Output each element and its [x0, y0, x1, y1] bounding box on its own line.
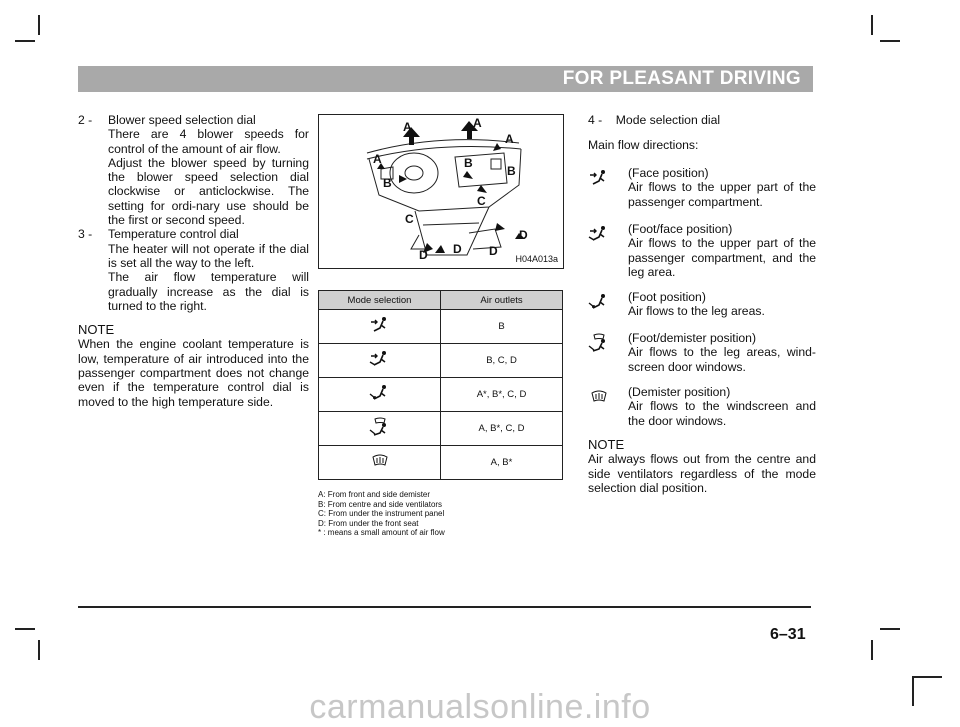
figure-label: D: [519, 228, 528, 242]
mode-title: (Foot position): [628, 290, 706, 304]
list-item-temperature: [78, 227, 309, 313]
table-header-row: [319, 291, 563, 310]
table-legend: [318, 490, 445, 538]
mode-text: Air flows to the leg areas.: [628, 304, 765, 319]
note-text: Air always flows out from the centre and side ventilators regardless of the mode selection dial position.: [588, 452, 816, 495]
table-row: [319, 412, 563, 446]
table-row: [319, 344, 563, 378]
right-heading: 4 - Mode selection dial: [588, 113, 721, 127]
mode-description: [628, 222, 816, 279]
figure-label: D: [419, 248, 428, 262]
figure-label: C: [405, 212, 414, 226]
figure-label: A: [473, 116, 482, 130]
figure-label: A: [373, 152, 382, 166]
face-vent-icon: [588, 168, 610, 188]
crop-mark: [912, 676, 942, 678]
figure-label: B: [507, 164, 516, 178]
table-row: [319, 446, 563, 480]
page-number: 6–31: [770, 626, 806, 643]
outlets-cell: B: [441, 310, 563, 344]
figure-label: B: [464, 156, 473, 170]
figure-label: B: [383, 176, 392, 190]
mode-title: (Face position): [628, 166, 709, 180]
mode-description: [628, 290, 816, 319]
foot-face-vent-icon: [319, 344, 441, 378]
section-header-bar: [78, 66, 813, 92]
outlets-cell: A, B*: [441, 446, 563, 480]
item-title: Blower speed selection dial: [108, 113, 256, 127]
legend-item: A: From front and side demister: [318, 490, 431, 499]
foot-demister-icon: [588, 333, 610, 353]
demister-icon: [588, 387, 610, 407]
mode-description: [628, 166, 816, 209]
crop-mark: [38, 640, 40, 660]
mode-text: Air flows to the upper part of the passenger compartment.: [628, 180, 816, 209]
note-heading: NOTE: [78, 322, 115, 338]
figure-label: D: [489, 244, 498, 258]
air-outlet-diagram: [318, 114, 564, 269]
crop-mark: [15, 628, 35, 630]
note-text: When the engine coolant temperature is low, temperature of air introduced into the passenger compartment does not change even if the temperature control dial is moved to the high temperature side.: [78, 337, 309, 409]
item-paragraph: The air flow temperature will gradually increase as the dial is turned to the right.: [108, 270, 309, 313]
demister-icon: [319, 446, 441, 480]
foot-vent-icon: [588, 292, 610, 312]
crop-mark: [15, 40, 35, 42]
mode-description: [628, 331, 816, 374]
outlets-cell: A, B*, C, D: [441, 412, 563, 446]
mode-title: (Demister position): [628, 385, 731, 399]
note-heading: NOTE: [588, 437, 625, 452]
mode-text: Air flows to the upper part of the passenger compartment, and the leg area.: [628, 236, 816, 279]
mode-text: Air flows to the windscreen and the door windows.: [628, 399, 816, 428]
mode-title: (Foot/demister position): [628, 331, 757, 345]
column-header: Air outlets: [441, 291, 563, 310]
legend-item: D: From under the front seat: [318, 518, 419, 528]
mode-description: [628, 385, 816, 428]
face-vent-icon: [319, 310, 441, 344]
figure-label: D: [453, 242, 462, 256]
item-paragraph: There are 4 blower speeds for control of the amount of air flow.: [108, 127, 309, 156]
crop-mark: [880, 628, 900, 630]
table-row: [319, 378, 563, 412]
list-item-blower: [78, 113, 309, 227]
foot-face-vent-icon: [588, 224, 610, 244]
crop-mark: [38, 15, 40, 35]
outlets-cell: A*, B*, C, D: [441, 378, 563, 412]
figure-label: C: [477, 194, 486, 208]
item-paragraph: The heater will not operate if the dial is set all the way to the left.: [108, 241, 309, 270]
table-row: [319, 310, 563, 344]
dashboard-illustration: [319, 115, 563, 268]
figure-label: A: [505, 132, 514, 146]
figure-label: A: [403, 120, 412, 134]
legend-item: * : means a small amount of air flow: [318, 528, 445, 537]
column-header: Mode selection: [319, 291, 441, 310]
item-number: 3 -: [78, 227, 93, 242]
legend-item: C: From under the instrument panel: [318, 509, 445, 518]
section-title: FOR PLEASANT DRIVING: [562, 68, 801, 89]
mode-text: Air flows to the leg areas, wind-screen door windows.: [628, 345, 816, 374]
right-note: [588, 438, 816, 495]
watermark: carmanualsonline.info: [309, 688, 651, 726]
crop-mark: [871, 15, 873, 35]
mode-outlet-table: [318, 290, 563, 480]
right-subheading: Main flow directions:: [588, 138, 699, 152]
footer-rule: [78, 606, 811, 608]
left-column: [78, 113, 309, 409]
crop-mark: [871, 640, 873, 660]
mode-title: (Foot/face position): [628, 222, 733, 236]
outlets-cell: B, C, D: [441, 344, 563, 378]
item-paragraph: Adjust the blower speed by turning the blower speed selection dial clockwise or anticlockwise. The setting for ordi-nary use should be the first or second speed.: [108, 155, 309, 228]
item-title: Temperature control dial: [108, 227, 239, 242]
crop-mark: [880, 40, 900, 42]
legend-item: B: From centre and side ventilators: [318, 499, 443, 509]
figure-code: H04A013a: [515, 254, 558, 264]
foot-vent-icon: [319, 378, 441, 412]
foot-demister-icon: [319, 412, 441, 446]
item-number: 2 -: [78, 113, 93, 127]
